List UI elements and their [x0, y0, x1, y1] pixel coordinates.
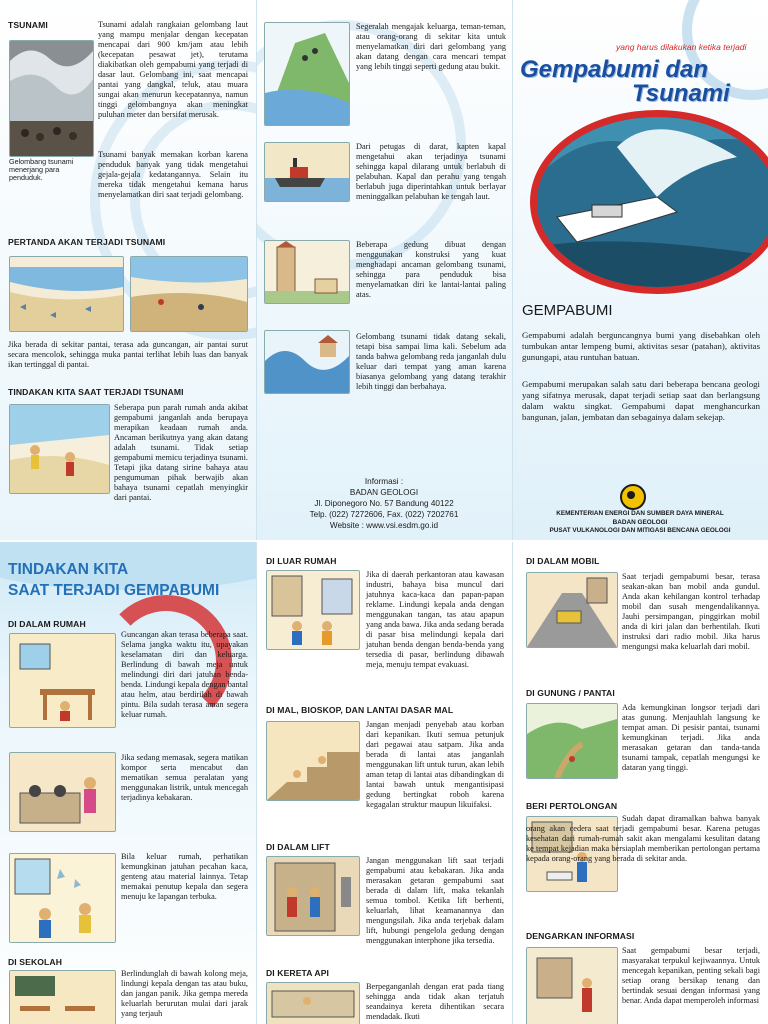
beach-people-illustration [130, 256, 248, 332]
luar-text: Jika di daerah perkantoran atau kawasan industri, bahaya bisa muncul dari jatuhnya kaca-kaca dan papan-papan reklame. Lindungi kepala anda dengan menggunakan tangan, tas atau apapun yang anda bawa. Jika anda sedang berada di pasar bisa melindungi kepala dari jatuhan benda dengan benda-benda yang tersedia di pasar, berlindung dibawah meja, menuju tempat evakuasi. [366, 570, 504, 669]
elevator-illustration [266, 856, 360, 936]
ministry-name: KEMENTERIAN ENERGI DAN SUMBER DAYA MINERAL [556, 510, 724, 517]
cover-tsunami-image [530, 110, 768, 294]
panel-evacuation [256, 0, 512, 540]
rumah-text-2: Jika sedang memasak, segera matikan kompor serta mencabut dan mematikan semua peralatan yang menggunakan listrik, untuk mencegah terjadinya kebakaran. [121, 753, 248, 802]
kereta-text: Berpeganganlah dengan erat pada tiang sehingga anda tidak akan terjatuh seandainya kereta dihentikan secara mendadak. Ikuti [366, 982, 504, 1021]
mal-text: Jangan menjadi penyebab atau korban dari kepanikan. Ikuti semua petunjuk dari pegawai atau satpam. Jika anda berada di lantai atas janganlah menggunakan lift untuk turun, akan lebih aman tetap di lantai atas dibandingkan di lantai bawah untuk mengantisipasi gedung bertingkat roboh karena kegagalan struktur maupun likuifaksi. [366, 720, 504, 809]
panel-tsunami [0, 0, 256, 540]
building-text: Beberapa gedung dibuat dengan menggunakan konstruksi yang kuat menghadapi ancaman gelombang tsunami, sehingga para penduduk bisa menyelamatkan diri ke lantai-lantai paling atas. [356, 240, 506, 299]
tsunami-victims-text: Tsunami banyak memakan korban karena penduduk banyak yang tidak mengetahui gejala-gejala kedatangannya. Selain itu mereka tidak mengetahui kemana harus menyelamatkan diri saat terjadi gelombang. [98, 150, 248, 199]
mall-stairs-illustration [266, 721, 360, 801]
lift-text: Jangan menggunakan lift saat terjadi gempabumi atau kebakaran. Jika anda merasakan getaran gempabumi saat berada di dalam lift, maka tekanlah semua tombol. Ketika lift berhenti, keluarlah, lihat keamanannya dan mengungsilah. Jika anda terjebak dalam lift, hubungi pengelola gedung dengan menggunakan interphone jika tersedia. [366, 856, 504, 945]
info-label: Informasi : [364, 477, 404, 486]
run-from-beach-illustration [9, 404, 110, 494]
ministry-logo-icon [620, 484, 646, 510]
tsunami-wave-photo [9, 40, 94, 157]
tall-building-illustration [264, 240, 350, 304]
panel-earthquake-travel [512, 540, 768, 1024]
mal-heading: DI MAL, BIOSKOP, DAN LANTAI DASAR MAL [266, 705, 454, 715]
listening-radio-illustration [526, 947, 618, 1024]
sekolah-heading: DI SEKOLAH [8, 957, 62, 967]
harbor-text: Dari petugas di darat, kapten kapal mengetahui akan terjadinya tsunami sehingga kapal dilarang untuk berlabuh di pelabuhan. Kapal dan perahu yang tengah berlabuh juga diperintahkan untuk berlayar meninggalkan pelabuhan ke tengah laut. [356, 142, 506, 201]
contact-block [256, 476, 512, 531]
rumah-text-1: Guncangan akan terasa beberapa saat. Selama jangka waktu itu, upayakan keselamatan diri dan keluarga. Berlindung di bawah meja untuk melindungi diri dari jatuhan benda-benda. Lindungi kepala dengan bantal atau helm, atau berdirilah di bawah pintu. Bila sudah terasa aman segera keluar rumah. [121, 630, 248, 719]
hill-evacuation-illustration [264, 22, 350, 126]
mobil-text: Saat terjadi gempabumi besar, terasa seakan-akan ban mobil anda gundul. Anda akan kehilangan kontrol terhadap mobil dan susah mengendalikannya. Jauhi persimpangan, pinggirkan mobil anda di kiri jalan dan berhentilah. Ikuti instruksi dari radio mobil. Jika harus mengungsi maka keluarlah dari mobil. [622, 572, 760, 651]
mobil-heading: DI DALAM MOBIL [526, 556, 600, 566]
gunung-text: Ada kemungkinan longsor terjadi dari atas gunung. Menjauhlah langsung ke tempat aman. Di pesisir pantai, tsunami kemungkinan terjadi. Jika anda merasakan getaran dan tanda-tanda tsunami tampak, cepatlah mengungsi ke dataran yang tinggi. [622, 703, 760, 772]
agency-address: Jl. Diponegoro No. 57 Bandung 40122 [314, 499, 454, 508]
earthquake-action-title-2: SAAT TERJADI GEMPABUMI [8, 582, 220, 599]
pertolongan-text: Sudah dapat diramalkan bahwa banyak orang akan cedera saat terjadi gempabumi besar. Karena petugas kesehatan dari rumah-rumah sakit akan mengalami kesulitan datang ke tempat kejadian maka bersiaplah memberikan pertolongan pertama kepada orang-orang yang berada di sekitar anda. [526, 814, 760, 863]
panel-earthquake-home [0, 540, 256, 1024]
kereta-heading: DI KERETA API [266, 968, 330, 978]
evacuate-text: Segeralah mengajak keluarga, teman-teman, atau orang-orang di sekitar kita untuk menyelamatkan diri dari gelombang yang akan datang dengan cara mencari tempat yang lebih tinggi seperti gedung atau bukit. [356, 22, 506, 71]
agency-website[interactable]: Website : www.vsi.esdm.go.id [329, 521, 439, 530]
harbor-ship-illustration [264, 142, 350, 202]
agency-badan: BADAN GEOLOGI [612, 518, 668, 526]
tindakan-tsunami-heading: TINDAKAN KITA SAAT TERJADI TSUNAMI [8, 387, 184, 397]
kitchen-stove-illustration [9, 752, 116, 832]
cover-title-line2: Tsunami [632, 80, 730, 107]
earthquake-action-title-1: TINDAKAN KITA [8, 561, 129, 578]
cover-tagline: yang harus dilakukan ketika terjadi [616, 42, 747, 52]
train-illustration [266, 982, 360, 1024]
informasi-heading: DENGARKAN INFORMASI [526, 931, 635, 941]
sekolah-text: Berlindunglah di bawah kolong meja, lindungi kepala dengan tas atau buku, dan jangan panik. Jika gempa mereda keluarlah berurutan mulai dari jarak yang terjauh [121, 969, 248, 1018]
tsunami-heading: TSUNAMI [8, 20, 48, 30]
panel-cover [512, 0, 768, 540]
rumah-heading: DI DALAM RUMAH [8, 619, 86, 629]
multiple-waves-text: Gelombang tsunami tidak datang sekali, tetapi bisa sampai lima kali. Sebelum ada tanda bahwa gelombang reda janganlah dulu keluar dari tempat yang aman karena biasanya gelombang yang datang terakhir lebih tinggi dan berbahaya. [356, 332, 506, 391]
tindakan-tsunami-text: Seberapa pun parah rumah anda akibat gempabumi janganlah anda berupaya merapikan keadaan rumah anda. Ancaman berikutnya yang akan datang adalah tsunami. Tidak setiap gempabumi memicu terjadinya tsunami. Tetapi jika datang sirine bahaya atau pengumuman pihak berwajib akan bahaya tsunami cepatlah menyingkir dari pantai. [114, 403, 248, 502]
photo-caption: Gelombang tsunami menerjang para penduduk. [9, 157, 74, 182]
flood-wave-illustration [264, 330, 350, 394]
gempabumi-definition: Gempabumi adalah berguncangnya bumi yang disebabkan oleh tumbukan antar lempeng bumi, aktivitas sesar (patahan), aktivitas gunungapi, atau runtuhan batuan. [522, 330, 760, 362]
car-road-illustration [526, 572, 618, 648]
under-table-illustration [9, 633, 116, 728]
rumah-text-3: Bila keluar rumah, perhatikan kemungkinan jatuhan pecahan kaca, genteng atau material lainnya. Tetap memakai penutup kepala dan segera menuju ke lapangan terbuka. [121, 852, 248, 901]
pertanda-text: Jika berada di sekitar pantai, terasa ada guncangan, air pantai surut secara mencolok, sehingga muka pantai terlihat lebih luas dan banyak ikan tertinggal di pantai. [8, 340, 248, 369]
panel-divider [512, 0, 513, 1024]
panel-earthquake-outside [256, 540, 512, 1024]
tsunami-definition: Tsunami adalah rangkaian gelombang laut yang mampu menjalar dengan kecepatan mencapai dari 900 km/jam atau lebih (kecepatan pesawat jet), terutama diakibatkan oleh gempabumi yang terjadi di dasar laut. Gelombang ini, saat mencapai pantai yang dangkal, teluk, atau muara sungai akan menurun kecepatannya, namun tinggi gelombangnya akan meningkat puluhan meter dan bersifat merusak. [98, 20, 248, 119]
cover-title-line1: Gempabumi dan [520, 56, 709, 83]
pertolongan-heading: BERI PERTOLONGAN [526, 801, 618, 811]
page-fold [0, 540, 768, 542]
pertanda-heading: PERTANDA AKAN TERJADI TSUNAMI [8, 237, 166, 247]
agency-phone: Telp. (022) 7272606, Fax. (022) 7202761 [309, 510, 459, 519]
panel-divider [256, 0, 257, 1024]
lift-heading: DI DALAM LIFT [266, 842, 330, 852]
gempabumi-description: Gempabumi merupakan salah satu dari beberapa bencana geologi yang sifatnya merusak, dapat terjadi setiap saat dan berlangsung dalam waktu singkat. Gempabumi dapat menghancurkan bangunan, jalan, jembatan dan sebagainya dalam sekejap. [522, 379, 760, 422]
mountain-path-illustration [526, 703, 618, 779]
falling-glass-illustration [9, 853, 116, 943]
gunung-heading: DI GUNUNG / PANTAI [526, 688, 615, 698]
receding-shore-illustration [9, 256, 124, 332]
gempabumi-heading: GEMPABUMI [522, 302, 613, 319]
classroom-illustration [9, 970, 116, 1024]
informasi-text: Saat gempabumi besar terjadi, masyarakat terpukul kejiwaannya. Untuk mencegah kepanikan, penting sekali bagi setiap orang bersikap tenang dan bertindak sesuai dengan informasi yang benar. Anda dapat memperoleh informasi [622, 946, 760, 1005]
agency-name: BADAN GEOLOGI [349, 488, 419, 497]
luar-heading: DI LUAR RUMAH [266, 556, 337, 566]
agency-pvmbg: PUSAT VULKANOLOGI DAN MITIGASI BENCANA GEOLOGI [549, 527, 731, 534]
ministry-block [512, 510, 768, 536]
street-debris-illustration [266, 570, 360, 650]
